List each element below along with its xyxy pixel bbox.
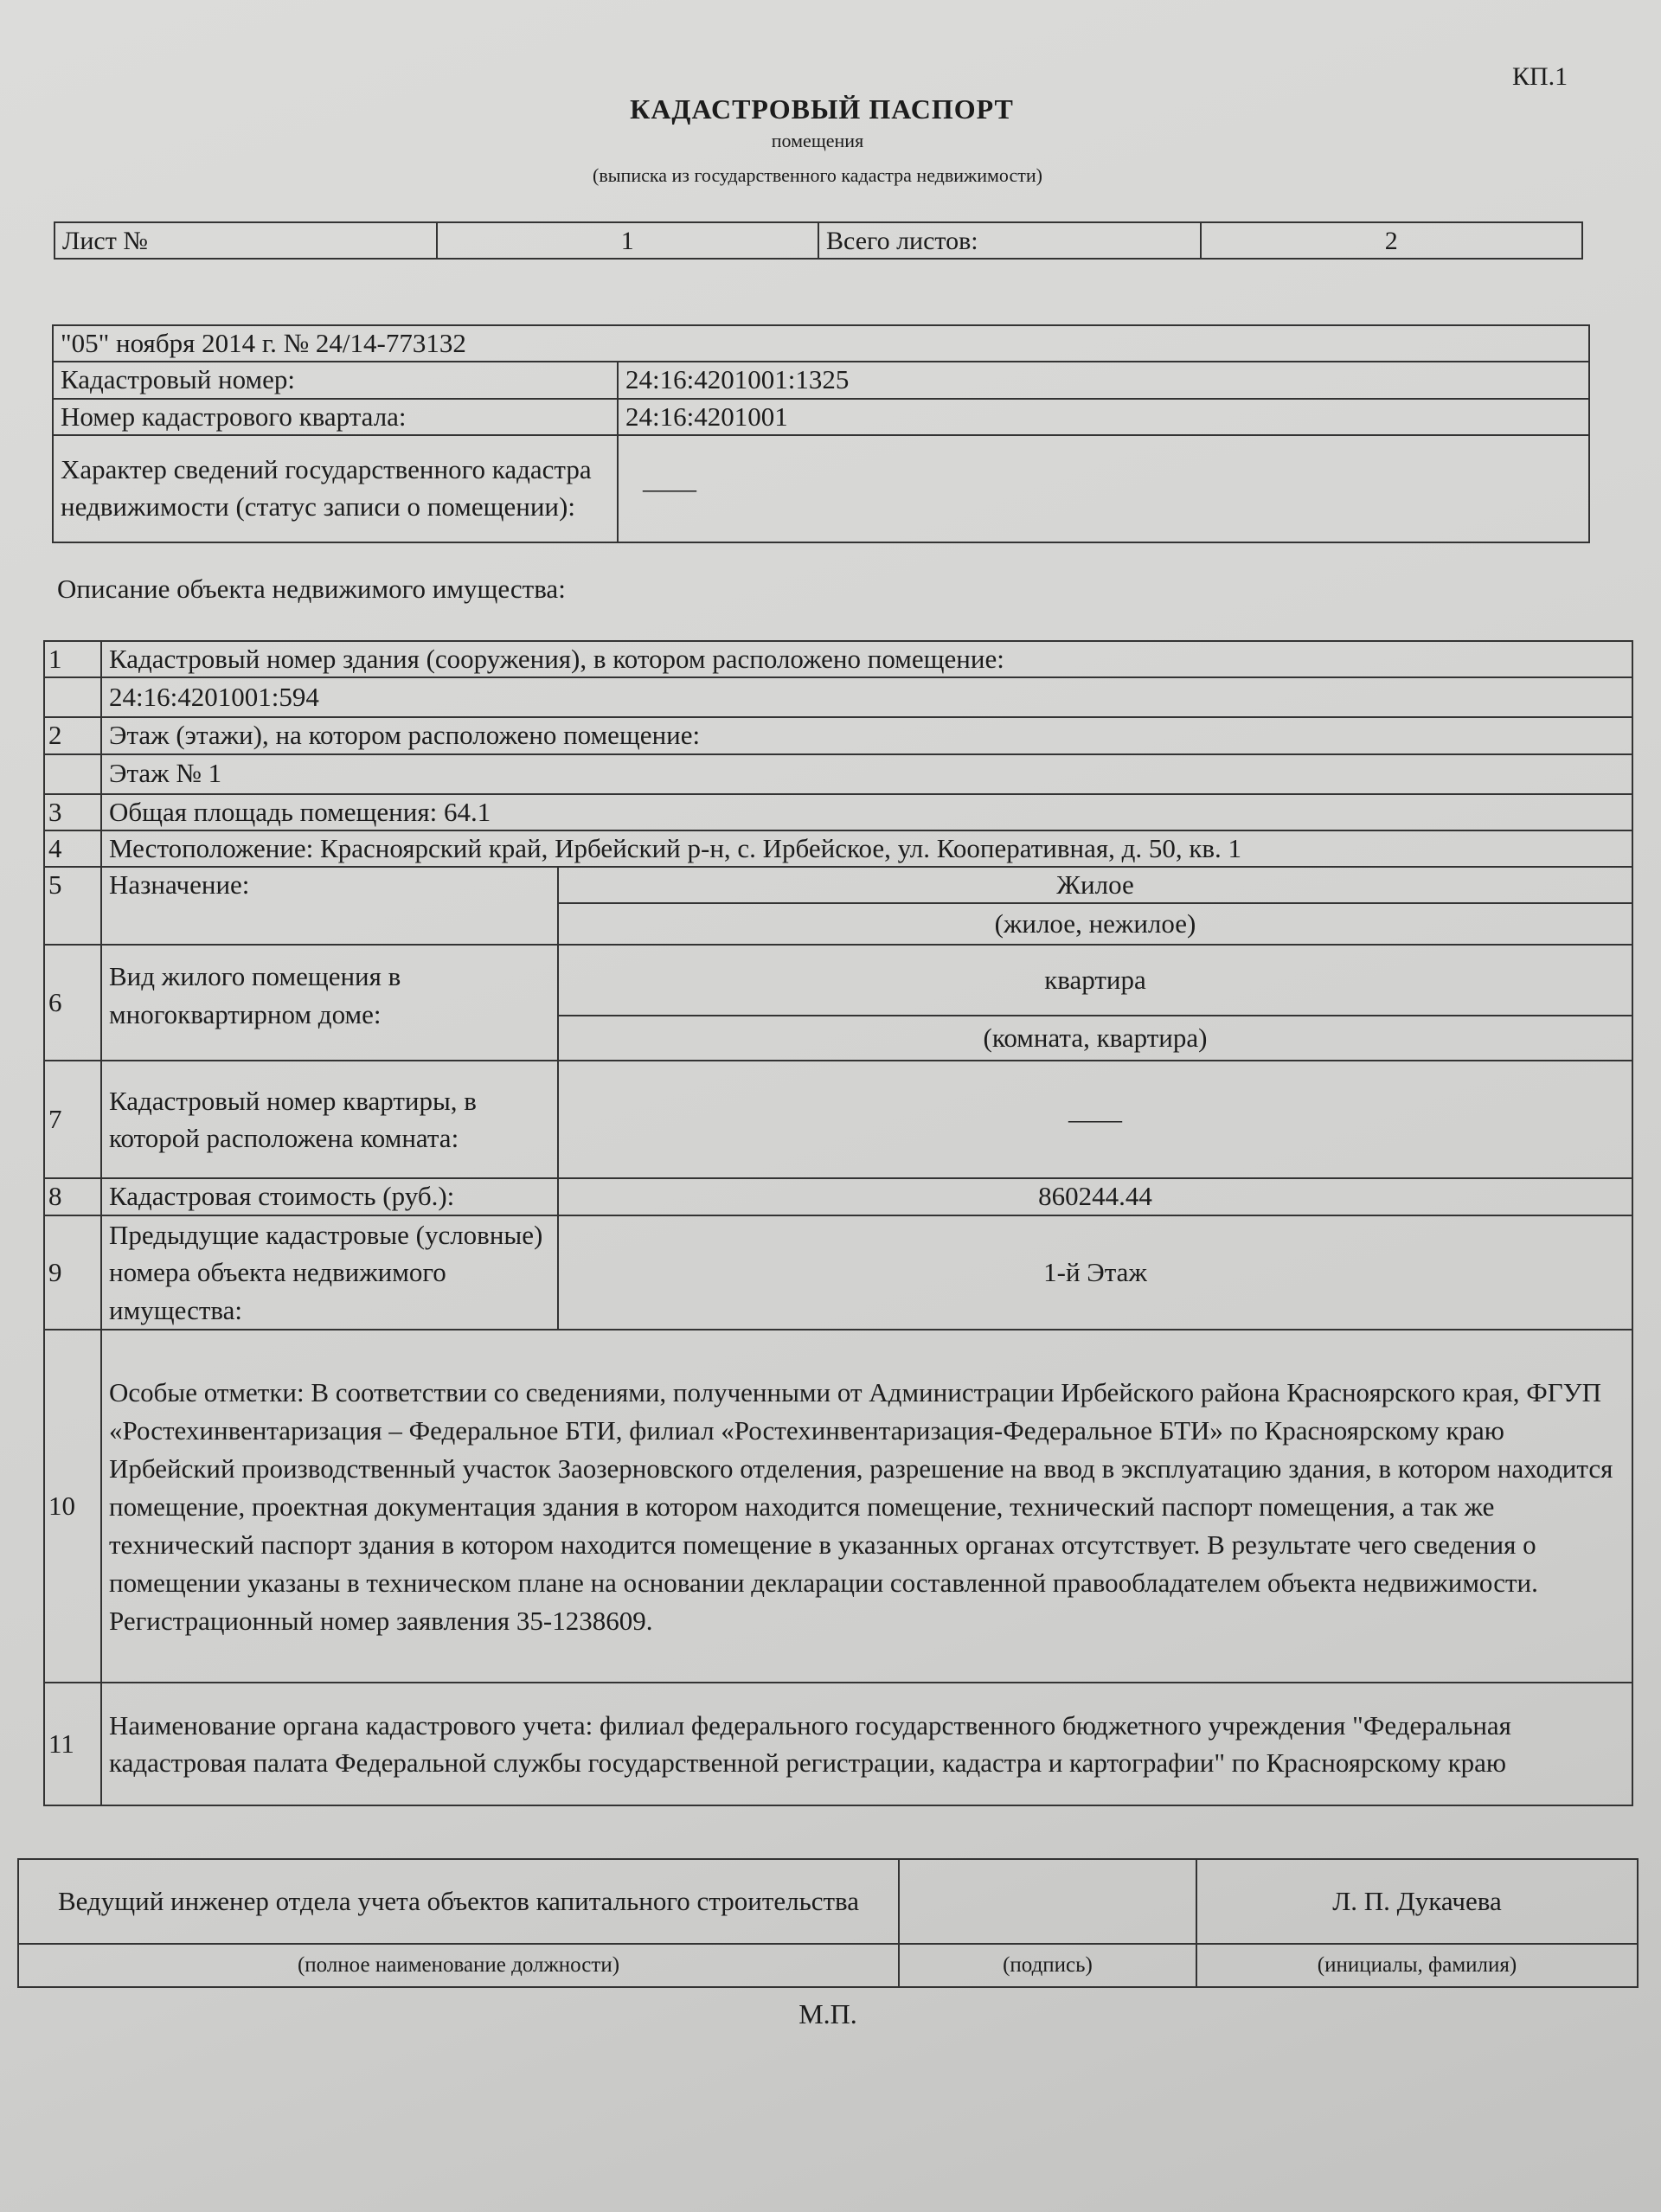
- signature-hint: (подпись): [899, 1944, 1196, 1987]
- special-notes: [101, 1330, 1632, 1683]
- building-cadastral-number: 24:16:4201001:594: [101, 677, 1632, 717]
- cadastral-value: 860244.44: [558, 1178, 1632, 1215]
- item-label: Кадастровый номер квартиры, в которой расположена комната:: [101, 1061, 558, 1178]
- cadastral-authority: Наименование органа кадастрового учета: филиал федерального государственного бюджетного учреждения "Федеральная кадастровая палата Федеральной службы государственной регистрации, кадастра и картографии" по Красноярскому краю: [101, 1683, 1632, 1805]
- item-number: 1: [44, 641, 101, 677]
- item-label: Кадастровый номер здания (сооружения), в котором расположено помещение:: [101, 641, 1632, 677]
- item-number: 7: [44, 1061, 101, 1178]
- document-subtitle: помещения: [771, 130, 864, 151]
- sheet-label: Лист №: [55, 222, 437, 259]
- name-hint: (инициалы, фамилия): [1196, 1944, 1638, 1987]
- header-label: Характер сведений государственного кадастра недвижимости (статус записи о помещении):: [53, 435, 618, 542]
- item-number: 5: [44, 867, 101, 945]
- form-code: КП.1: [1512, 62, 1568, 91]
- signature-field: [899, 1859, 1196, 1944]
- total-area: Общая площадь помещения: 64.1: [101, 794, 1632, 830]
- item-label: Назначение:: [101, 867, 558, 945]
- cadastral-number: 24:16:4201001:1325: [618, 362, 1589, 398]
- item-number: 10: [44, 1330, 101, 1683]
- date-and-number: "05" ноября 2014 г. № 24/14-773132: [53, 325, 1589, 362]
- floor-value: Этаж № 1: [101, 754, 1632, 794]
- document-title: КАДАСТРОВЫЙ ПАСПОРТ: [630, 93, 1014, 125]
- item-number: 4: [44, 830, 101, 867]
- previous-numbers-value: 1-й Этаж: [558, 1215, 1632, 1330]
- record-status: ——: [618, 435, 1589, 542]
- stamp-place: М.П.: [798, 1998, 857, 2029]
- item-number: 6: [44, 945, 101, 1061]
- apartment-cadastral-number: ——: [558, 1061, 1632, 1178]
- item-label: Вид жилого помещения в многоквартирном доме:: [101, 945, 558, 1061]
- header-label: Номер кадастрового квартала:: [53, 399, 618, 435]
- premises-type-hint: (комната, квартира): [558, 1016, 1632, 1061]
- description-label: Описание объекта недвижимого имущества:: [57, 574, 566, 604]
- registration-number: Регистрационный номер заявления 35-1238609.: [109, 1605, 653, 1636]
- item-number: 9: [44, 1215, 101, 1330]
- total-sheets-label: Всего листов:: [818, 222, 1201, 259]
- sheet-table: [54, 221, 1583, 260]
- purpose-hint: (жилое, нежилое): [558, 903, 1632, 945]
- item-number: 8: [44, 1178, 101, 1215]
- item-label: Этаж (этажи), на котором расположено помещение:: [101, 717, 1632, 753]
- item-number: 2: [44, 717, 101, 753]
- item-number: 11: [44, 1683, 101, 1805]
- object-description-table: [43, 640, 1633, 1806]
- header-table: [52, 324, 1590, 543]
- official-name: Л. П. Дукачева: [1196, 1859, 1638, 1944]
- header-label: Кадастровый номер:: [53, 362, 618, 398]
- purpose-value: Жилое: [558, 867, 1632, 903]
- special-notes-text: Особые отметки: В соответствии со сведениями, полученными от Администрации Ирбейского района Красноярского края, ФГУП «Ростехинвентаризация – Федеральное БТИ, филиал «Ростехинвентаризация-Федеральное БТИ» по Красноярскому краю Ирбейский производственный участок Заозерновского отделения, разрешение на ввод в эксплуатацию здания, в котором находится помещение, проектная документация здания в котором находится помещение, технический паспорт помещения, а так же технический паспорт здания в котором находится помещение в указанных органах отсутствует. В результате чего сведения о помещении указаны в техническом плане на основании декларации составленной правообладателем объекта недвижимости.: [109, 1376, 1613, 1598]
- signature-table: [17, 1858, 1639, 1988]
- cadastral-quarter: 24:16:4201001: [618, 399, 1589, 435]
- official-position: Ведущий инженер отдела учета объектов капитального строительства: [18, 1859, 899, 1944]
- item-number: 3: [44, 794, 101, 830]
- total-sheets-number: 2: [1201, 222, 1583, 259]
- item-label: Предыдущие кадастровые (условные) номера объекта недвижимого имущества:: [101, 1215, 558, 1330]
- position-hint: (полное наименование должности): [18, 1944, 899, 1987]
- sheet-number: 1: [437, 222, 819, 259]
- item-label: Кадастровая стоимость (руб.):: [101, 1178, 558, 1215]
- location: Местоположение: Красноярский край, Ирбейский р-н, с. Ирбейское, ул. Кооперативная, д. 50, кв. 1: [101, 830, 1632, 867]
- document-subtitle-note: (выписка из государственного кадастра недвижимости): [593, 164, 1042, 186]
- premises-type-value: квартира: [558, 945, 1632, 1016]
